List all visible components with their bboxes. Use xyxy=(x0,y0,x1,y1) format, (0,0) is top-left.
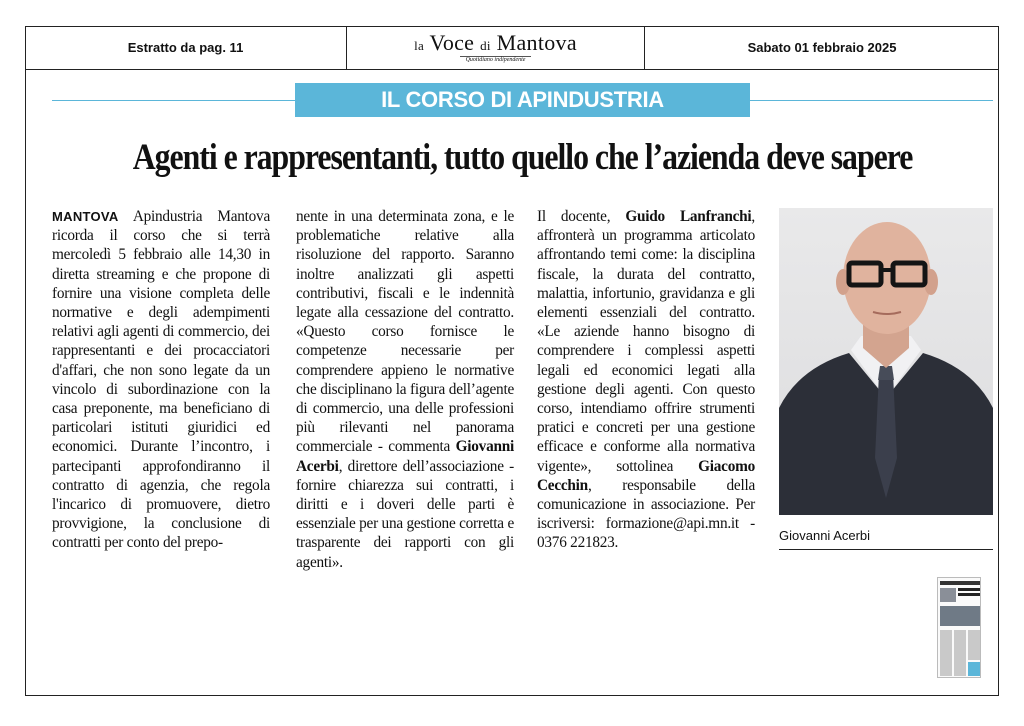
article-dateline: MANTOVA xyxy=(52,209,119,224)
portrait-illustration xyxy=(779,208,993,515)
page-thumbnail xyxy=(937,577,981,678)
article-column-3 xyxy=(537,207,755,553)
page-extract-label: Estratto da pag. 11 xyxy=(25,26,347,69)
article-headline: Agenti e rappresentanti, tutto quello che l’azienda deve sapere xyxy=(132,137,913,178)
article-column-2 xyxy=(296,207,514,572)
person-name: Giacomo Cecchin xyxy=(537,457,755,494)
masthead-tagline: Quotidiano indipendente xyxy=(460,56,532,63)
column-3-text-b: , affronterà un programma articolato affrontando temi come: la disciplina fiscale, la durata del contratto, malattia, infortunio, gravidanza e gli elementi essenziali del contratto. «Le aziende hanno bisogno di comprendere i complessi aspetti legali ed economici legati alla gestione degli agenti. Con questo corso, intendiamo offrire strumenti pratici e concreti per una gestione efficace e conforme alla normativa vigente», sottolinea xyxy=(537,208,755,475)
person-name: Guido Lanfranchi xyxy=(625,208,752,225)
column-2-text-a: nente in una determinata zona, e le problematiche relative alla risoluzione del rapporto. Saranno inoltre analizzati gli aspetti contributivi, fiscali e le indennità legate alla cessazione del contratto. «Questo corso fornisce le competenze necessarie per comprendere appieno le normative che disciplinano la figura dell’agente di commercio, una delle professioni più rilevanti nel panorama commerciale - commenta xyxy=(296,208,514,456)
column-1-text: Apindustria Mantova ricorda il corso che si terrà mercoledì 5 febbraio alle 14,30 in diretta streaming e che propone di fornire una visione completa delle normative e degli adempimenti relativi agli agenti di commercio, dei rappresentanti e dei procacciatori d'affari, che non sono legate da un vincolo di subordinazione con la casa preponente, ma beneficiano di particolari istituti giuridici ed economici. Durante l’incontro, i partecipanti approfondiranno il contratto di agenzia, che regola l'incarico di promuovere, dietro provvigione, la conclusione di contratti per conto del prepo- xyxy=(52,208,270,552)
masthead-logo: la Voce di Mantova xyxy=(414,30,577,55)
article-column-1 xyxy=(52,207,270,553)
photo-caption: Giovanni Acerbi xyxy=(779,528,993,550)
clipping-header xyxy=(25,26,999,70)
page-thumbnail-illustration xyxy=(938,578,981,678)
section-rubric: IL CORSO DI APINDUSTRIA xyxy=(295,83,750,117)
person-name: Giovanni Acerbi xyxy=(296,438,514,475)
publication-date: Sabato 01 febbraio 2025 xyxy=(747,40,897,55)
column-3-text-a: Il docente, xyxy=(537,208,626,225)
column-3-text-c: , responsabile della comunicazione in associazione. Per iscriversi: formazione@api.mn.it - 0376 221823. xyxy=(537,476,755,552)
newspaper-masthead xyxy=(347,26,645,69)
portrait-photo xyxy=(779,208,993,515)
column-2-text-b: , direttore dell’associazione - fornire chiarezza sui contratti, i diritti e i doveri delle parti è essenziale per una gestione corretta e trasparente dei rapporti con gli agenti». xyxy=(296,457,514,571)
